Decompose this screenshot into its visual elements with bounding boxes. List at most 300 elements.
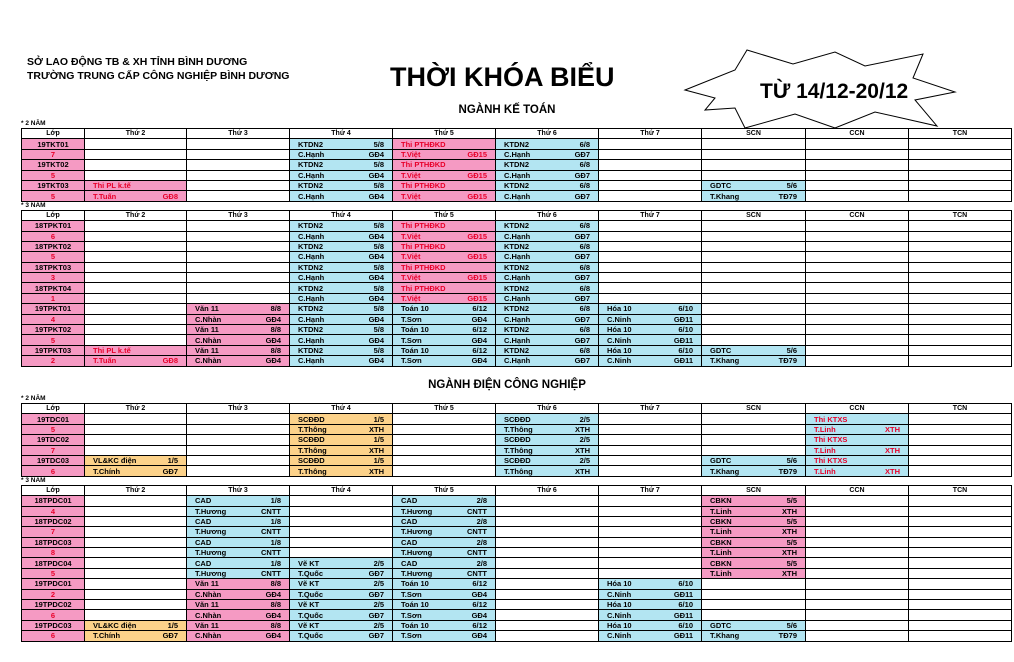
- class-count: 5: [22, 170, 85, 180]
- empty-cell: [909, 335, 1012, 345]
- empty-cell: [909, 304, 1012, 314]
- lesson-cell: [599, 600, 702, 610]
- room: GĐ4: [368, 294, 384, 304]
- empty-cell: [599, 558, 702, 568]
- empty-cell: [909, 445, 1012, 455]
- lesson-top: [498, 263, 596, 272]
- lesson-cell: [187, 335, 290, 345]
- room: GĐ15: [467, 149, 487, 159]
- lesson-cell: [496, 221, 599, 231]
- periods: 2/5: [373, 621, 384, 630]
- subject: Văn 11: [195, 621, 219, 630]
- room: GĐ4: [471, 335, 487, 345]
- lesson-top: [704, 456, 803, 465]
- teacher: C.Hạnh: [298, 294, 325, 304]
- header-row: [22, 404, 1012, 414]
- subject: Hóa 10: [607, 621, 632, 630]
- class-count: 5: [22, 424, 85, 434]
- column-header: Thứ 5: [393, 210, 496, 220]
- lesson-bottom: [292, 192, 390, 201]
- lesson-cell: [702, 180, 806, 190]
- lesson-bottom: [292, 446, 390, 455]
- room: GĐ7: [574, 252, 590, 262]
- empty-cell: [85, 527, 187, 537]
- lesson-cell: [599, 304, 702, 314]
- lesson-cell: [290, 262, 393, 272]
- empty-cell: [393, 455, 496, 465]
- periods: 2/8: [476, 496, 487, 506]
- lesson-cell: [290, 335, 393, 345]
- empty-cell: [599, 527, 702, 537]
- lesson-bottom: [395, 590, 493, 599]
- empty-cell: [599, 537, 702, 547]
- empty-cell: [85, 435, 187, 445]
- subject: KTDN2: [298, 181, 324, 191]
- periods: 2/5: [373, 558, 384, 568]
- lesson-cell: [290, 620, 393, 630]
- lesson-cell: [187, 496, 290, 506]
- subject: KTDN2: [298, 304, 324, 314]
- empty-cell: [85, 600, 187, 610]
- class-row: [22, 579, 1012, 589]
- lesson-cell: [702, 345, 806, 355]
- header-row: [22, 210, 1012, 220]
- lesson-cell: [290, 180, 393, 190]
- teacher: C.Hạnh: [504, 314, 531, 324]
- empty-cell: [496, 600, 599, 610]
- lesson-cell: [496, 304, 599, 314]
- lesson-top: [704, 181, 803, 190]
- lesson-cell: [187, 548, 290, 558]
- lesson-cell: [187, 304, 290, 314]
- class-row: [22, 558, 1012, 568]
- empty-cell: [187, 293, 290, 303]
- periods: 6/8: [579, 242, 590, 252]
- periods: [487, 160, 493, 169]
- room: GĐ15: [467, 252, 487, 262]
- periods: 2/5: [373, 579, 384, 589]
- room: GĐ4: [471, 314, 487, 324]
- column-header: Thứ 5: [393, 129, 496, 139]
- section-title-electrical: NGÀNH ĐIỆN CÔNG NGHIỆP: [428, 379, 586, 391]
- room: XTH: [885, 445, 900, 455]
- class-row: [22, 221, 1012, 231]
- empty-cell: [599, 568, 702, 578]
- column-header: SCN: [702, 485, 806, 495]
- empty-cell: [806, 568, 909, 578]
- lesson-bottom: [87, 356, 184, 365]
- empty-cell: [599, 445, 702, 455]
- room: CNTT: [467, 527, 487, 537]
- empty-cell: [909, 345, 1012, 355]
- room: TĐ79: [778, 631, 797, 641]
- periods: 6/8: [579, 262, 590, 272]
- empty-cell: [85, 231, 187, 241]
- subject: KTDN2: [298, 325, 324, 335]
- empty-cell: [85, 170, 187, 180]
- lesson-top: [292, 456, 390, 465]
- empty-cell: [702, 170, 806, 180]
- lesson-top: [395, 181, 493, 190]
- empty-cell: [599, 149, 702, 159]
- empty-cell: [702, 325, 806, 335]
- subject: SCĐĐD: [298, 435, 325, 445]
- empty-cell: [909, 191, 1012, 201]
- subject: Thi PTHĐKD: [401, 221, 446, 231]
- lesson-cell: [496, 252, 599, 262]
- periods: 6/12: [472, 304, 487, 314]
- periods: 6/8: [579, 160, 590, 170]
- lesson-bottom: [395, 527, 493, 536]
- lesson-top: [292, 579, 390, 588]
- lesson-cell: [496, 356, 599, 366]
- periods: 1/5: [167, 456, 178, 466]
- room: XTH: [782, 506, 797, 516]
- lesson-top: [292, 559, 390, 568]
- periods: 1/5: [373, 414, 384, 424]
- empty-cell: [909, 356, 1012, 366]
- lesson-top: [498, 435, 596, 444]
- subject: KTDN2: [504, 221, 530, 231]
- lesson-top: [498, 456, 596, 465]
- lesson-bottom: [498, 315, 596, 324]
- lesson-bottom: [292, 150, 390, 159]
- lesson-top: [395, 538, 493, 547]
- class-count: 7: [22, 149, 85, 159]
- empty-cell: [496, 516, 599, 526]
- lesson-top: [395, 304, 493, 313]
- lesson-cell: [496, 424, 599, 434]
- column-header: Thứ 5: [393, 485, 496, 495]
- room: XTH: [575, 445, 590, 455]
- periods: 5/8: [373, 283, 384, 293]
- lesson-cell: [290, 610, 393, 620]
- room: GĐ11: [673, 610, 693, 620]
- teacher: T.Hương: [401, 569, 433, 579]
- class-name: 19TDC02: [22, 435, 85, 445]
- teacher: C.Hạnh: [504, 149, 531, 159]
- subject: Thi PTHĐKD: [401, 139, 446, 149]
- empty-cell: [496, 610, 599, 620]
- class-row: [22, 537, 1012, 547]
- subject: VL&KC điện: [93, 621, 137, 630]
- subject: Hóa 10: [607, 304, 632, 314]
- teacher: T.Việt: [401, 170, 421, 180]
- teacher: T.Thông: [504, 424, 533, 434]
- empty-cell: [702, 304, 806, 314]
- empty-cell: [806, 149, 909, 159]
- periods: 2/8: [476, 517, 487, 527]
- room: GĐ4: [368, 170, 384, 180]
- lesson-top: [704, 517, 803, 526]
- lesson-bottom: [87, 192, 184, 201]
- lesson-cell: [187, 600, 290, 610]
- lesson-bottom: [189, 590, 287, 599]
- empty-cell: [85, 304, 187, 314]
- subject: Hóa 10: [607, 600, 632, 610]
- lesson-top: [87, 346, 184, 355]
- empty-cell: [85, 293, 187, 303]
- empty-cell: [496, 579, 599, 589]
- empty-cell: [909, 548, 1012, 558]
- empty-cell: [702, 314, 806, 324]
- periods: 8/8: [270, 579, 281, 589]
- empty-cell: [909, 506, 1012, 516]
- room: GĐ11: [673, 589, 693, 599]
- column-header: Thứ 3: [187, 129, 290, 139]
- lesson-bottom: [395, 232, 493, 241]
- periods: [487, 181, 493, 190]
- lesson-cell: [702, 516, 806, 526]
- subject: KTDN2: [298, 139, 324, 149]
- empty-cell: [702, 589, 806, 599]
- lesson-bottom: [601, 631, 699, 640]
- room: XTH: [885, 466, 900, 476]
- room: TĐ79: [778, 466, 797, 476]
- schedule-table: [21, 485, 1012, 642]
- lesson-top: [292, 140, 390, 149]
- room: XTH: [782, 569, 797, 579]
- empty-cell: [85, 241, 187, 251]
- periods: 8/8: [270, 346, 281, 355]
- lesson-bottom: [498, 252, 596, 261]
- class-name: 19TDC03: [22, 455, 85, 465]
- room: GĐ7: [574, 231, 590, 241]
- lesson-top: [601, 621, 699, 630]
- empty-cell: [599, 180, 702, 190]
- empty-cell: [187, 455, 290, 465]
- lesson-cell: [393, 149, 496, 159]
- empty-cell: [909, 241, 1012, 251]
- group-label: * 2 NĂM: [21, 395, 46, 402]
- lesson-cell: [393, 314, 496, 324]
- teacher: T.Linh: [814, 445, 836, 455]
- class-name: 19TKT03: [22, 180, 85, 190]
- teacher: T.Việt: [401, 294, 421, 304]
- lesson-bottom: [292, 611, 390, 620]
- column-header: Thứ 4: [290, 404, 393, 414]
- lesson-cell: [85, 345, 187, 355]
- class-name: 19TPDC01: [22, 579, 85, 589]
- empty-cell: [85, 568, 187, 578]
- lesson-bottom: [395, 631, 493, 640]
- lesson-top: [395, 325, 493, 334]
- lesson-bottom: [601, 356, 699, 365]
- empty-cell: [599, 424, 702, 434]
- room: GĐ4: [368, 191, 384, 201]
- class-name: 18TPKT03: [22, 262, 85, 272]
- lesson-cell: [393, 496, 496, 506]
- lesson-cell: [496, 191, 599, 201]
- class-row: [22, 180, 1012, 190]
- empty-cell: [187, 180, 290, 190]
- lesson-cell: [599, 579, 702, 589]
- lesson-top: [498, 346, 596, 355]
- lesson-cell: [496, 345, 599, 355]
- lesson-cell: [806, 466, 909, 476]
- periods: 6/10: [678, 621, 693, 630]
- class-name: 19TPKT01: [22, 304, 85, 314]
- lesson-bottom: [189, 548, 287, 557]
- teacher: T.Linh: [710, 506, 732, 516]
- lesson-cell: [393, 221, 496, 231]
- empty-cell: [85, 496, 187, 506]
- lesson-cell: [290, 345, 393, 355]
- empty-cell: [85, 262, 187, 272]
- column-header: SCN: [702, 129, 806, 139]
- empty-cell: [85, 610, 187, 620]
- section-title-accounting: NGÀNH KẾ TOÁN: [458, 104, 556, 116]
- empty-cell: [806, 191, 909, 201]
- column-header: Thứ 4: [290, 210, 393, 220]
- subject: Vẽ KT: [298, 621, 320, 630]
- lesson-cell: [702, 191, 806, 201]
- teacher: T.Thông: [298, 466, 327, 476]
- subject: SCĐĐD: [298, 414, 325, 424]
- empty-cell: [702, 445, 806, 455]
- lesson-cell: [290, 221, 393, 231]
- empty-cell: [85, 516, 187, 526]
- subject: SCĐĐD: [504, 456, 531, 466]
- periods: 6/8: [579, 139, 590, 149]
- lesson-bottom: [87, 631, 184, 640]
- class-name: 19TPDC02: [22, 600, 85, 610]
- lesson-cell: [393, 191, 496, 201]
- teacher: T.Linh: [710, 569, 732, 579]
- periods: 6/10: [678, 325, 693, 335]
- lesson-cell: [393, 345, 496, 355]
- lesson-cell: [290, 579, 393, 589]
- empty-cell: [187, 424, 290, 434]
- teacher: C.Nhàn: [195, 335, 222, 345]
- subject: KTDN2: [504, 160, 530, 170]
- lesson-top: [498, 140, 596, 149]
- empty-cell: [909, 579, 1012, 589]
- teacher: T.Tuấn: [93, 191, 117, 201]
- class-name: 18TPKT01: [22, 221, 85, 231]
- subject: CAD: [401, 517, 418, 527]
- lesson-bottom: [601, 611, 699, 620]
- lesson-cell: [290, 191, 393, 201]
- empty-cell: [909, 252, 1012, 262]
- lesson-top: [395, 242, 493, 251]
- lesson-cell: [393, 160, 496, 170]
- room: CNTT: [467, 548, 487, 558]
- column-header: TCN: [909, 129, 1012, 139]
- teacher: T.Linh: [710, 527, 732, 537]
- lesson-bottom: [498, 356, 596, 365]
- lesson-top: [498, 221, 596, 230]
- lesson-cell: [702, 620, 806, 630]
- lesson-bottom: [189, 507, 287, 516]
- teacher: T.Chính: [93, 466, 121, 476]
- lesson-cell: [393, 325, 496, 335]
- subject: KTDN2: [298, 221, 324, 231]
- empty-cell: [599, 252, 702, 262]
- periods: 6/12: [472, 579, 487, 589]
- teacher: C.Hạnh: [298, 252, 325, 262]
- empty-cell: [806, 314, 909, 324]
- lesson-top: [189, 579, 287, 588]
- lesson-top: [292, 242, 390, 251]
- teacher: C.Ninh: [607, 335, 632, 345]
- column-header: SCN: [702, 210, 806, 220]
- periods: [487, 221, 493, 230]
- lesson-bottom: [395, 171, 493, 180]
- teacher: T.Hương: [195, 527, 227, 537]
- room: GĐ7: [574, 170, 590, 180]
- lesson-cell: [496, 149, 599, 159]
- lesson-top: [704, 496, 803, 505]
- empty-cell: [85, 589, 187, 599]
- empty-cell: [187, 273, 290, 283]
- subject: KTDN2: [504, 262, 530, 272]
- empty-cell: [806, 558, 909, 568]
- schedule-table: [21, 403, 1012, 477]
- periods: 8/8: [270, 304, 281, 314]
- lesson-cell: [496, 414, 599, 424]
- periods: 5/8: [373, 221, 384, 231]
- periods: 6/10: [678, 579, 693, 589]
- lesson-bottom: [395, 548, 493, 557]
- room: GĐ4: [368, 252, 384, 262]
- periods: 6/10: [678, 304, 693, 314]
- periods: 1/5: [373, 435, 384, 445]
- empty-cell: [806, 356, 909, 366]
- lesson-bottom: [395, 611, 493, 620]
- lesson-cell: [702, 537, 806, 547]
- empty-cell: [702, 139, 806, 149]
- lesson-cell: [393, 537, 496, 547]
- room: GĐ7: [368, 631, 384, 641]
- lesson-cell: [393, 293, 496, 303]
- room: GĐ7: [162, 466, 178, 476]
- empty-cell: [909, 620, 1012, 630]
- empty-cell: [599, 466, 702, 476]
- empty-cell: [187, 149, 290, 159]
- empty-cell: [599, 435, 702, 445]
- lesson-cell: [187, 537, 290, 547]
- lesson-bottom: [292, 631, 390, 640]
- teacher: C.Ninh: [607, 314, 632, 324]
- room: CNTT: [467, 506, 487, 516]
- column-header: TCN: [909, 485, 1012, 495]
- periods: 5/5: [786, 517, 797, 527]
- column-header: Thứ 2: [85, 404, 187, 414]
- teacher: C.Nhàn: [195, 610, 222, 620]
- class-row: [22, 496, 1012, 506]
- column-header: SCN: [702, 404, 806, 414]
- periods: 2/5: [373, 600, 384, 610]
- periods: 5/8: [373, 346, 384, 355]
- subject: CBKN: [710, 537, 732, 547]
- subject: Văn 11: [195, 346, 219, 355]
- group-label: * 3 NĂM: [21, 476, 46, 484]
- subject: Vẽ KT: [298, 600, 320, 610]
- column-header: Thứ 2: [85, 210, 187, 220]
- room: GĐ8: [162, 191, 178, 201]
- lesson-top: [808, 456, 906, 465]
- class-row-sub: [22, 231, 1012, 241]
- empty-cell: [496, 496, 599, 506]
- empty-cell: [702, 424, 806, 434]
- lesson-bottom: [704, 192, 803, 201]
- subject: Toán 10: [401, 325, 429, 335]
- teacher: T.Hương: [401, 548, 433, 558]
- lesson-bottom: [292, 425, 390, 434]
- lesson-cell: [496, 335, 599, 345]
- periods: 1/8: [270, 517, 281, 527]
